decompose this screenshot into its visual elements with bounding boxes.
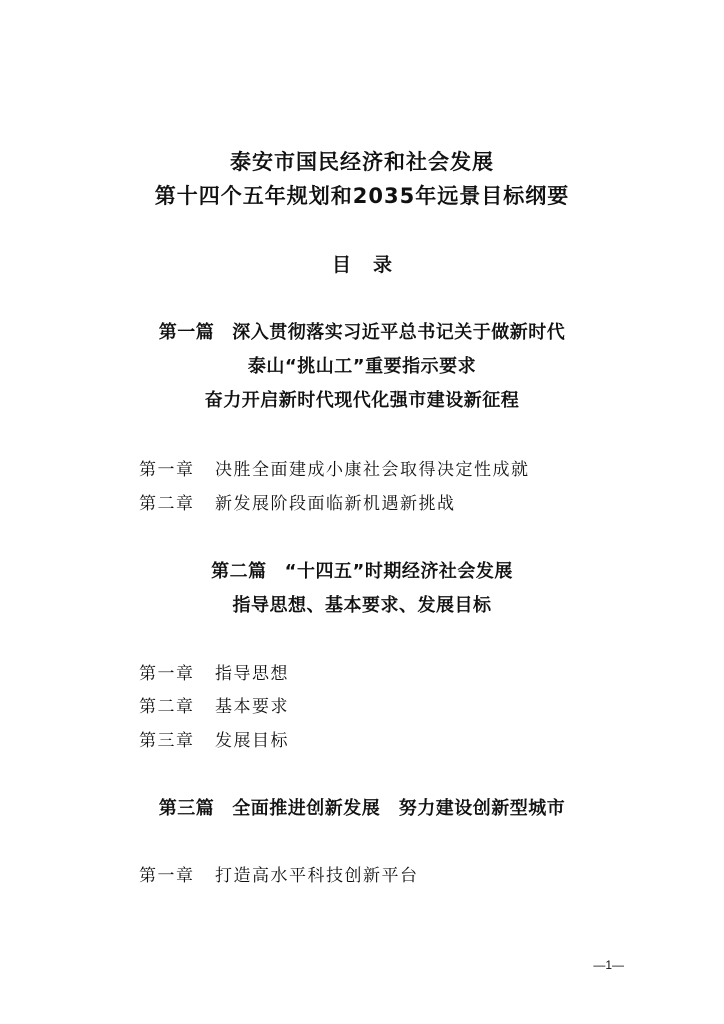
part-2-heading-line-1 (0, 557, 724, 583)
part-2-chapter-3[interactable] (139, 726, 289, 751)
chapter-title: 新发展阶段面临新机遇新挑战 (215, 494, 456, 514)
document-title-line-1: 泰安市国民经济和社会发展 (230, 150, 494, 174)
page-number: —1— (593, 958, 624, 972)
chapter-label: 第一章 (139, 866, 195, 886)
part-1-heading-line-1 (0, 318, 724, 344)
chapter-title: 打造高水平科技创新平台 (215, 866, 419, 886)
part-1-chapter-1[interactable] (139, 455, 530, 480)
part-2-chapter-1[interactable] (139, 659, 289, 684)
toc-heading-char-2: 录 (373, 254, 393, 276)
part-3-title-1: 全面推进创新发展 努力建设创新型城市 (232, 798, 566, 819)
chapter-label: 第一章 (139, 460, 195, 480)
part-1-heading-line-2: 泰山“挑山工”重要指示要求 (247, 356, 477, 377)
chapter-label: 第一章 (139, 664, 195, 684)
part-3-label: 第三篇 (158, 798, 215, 819)
part-1-title-1: 深入贯彻落实习近平总书记关于做新时代 (232, 322, 566, 343)
part-1-chapter-2[interactable] (139, 489, 456, 514)
chapter-label: 第二章 (139, 494, 195, 514)
chapter-title: 发展目标 (215, 731, 289, 751)
toc-heading (0, 250, 724, 277)
part-3-chapter-1[interactable] (139, 861, 419, 886)
chapter-title: 基本要求 (215, 697, 289, 717)
part-2-title-1: “十四五”时期经济社会发展 (284, 561, 513, 582)
chapter-title: 决胜全面建成小康社会取得决定性成就 (215, 460, 530, 480)
part-2-chapter-2[interactable] (139, 692, 289, 717)
part-1-label: 第一篇 (158, 322, 215, 343)
part-1-heading-line-3: 奋力开启新时代现代化强市建设新征程 (204, 390, 520, 411)
part-2-label: 第二篇 (211, 561, 267, 582)
part-2-heading-line-2: 指导思想、基本要求、发展目标 (232, 595, 492, 616)
document-title-line-2: 第十四个五年规划和2035年远景目标纲要 (154, 184, 570, 208)
chapter-label: 第二章 (139, 697, 195, 717)
chapter-label: 第三章 (139, 731, 195, 751)
part-3-heading-line-1 (0, 794, 724, 820)
chapter-title: 指导思想 (215, 664, 289, 684)
toc-heading-char-1: 目 (331, 254, 351, 276)
